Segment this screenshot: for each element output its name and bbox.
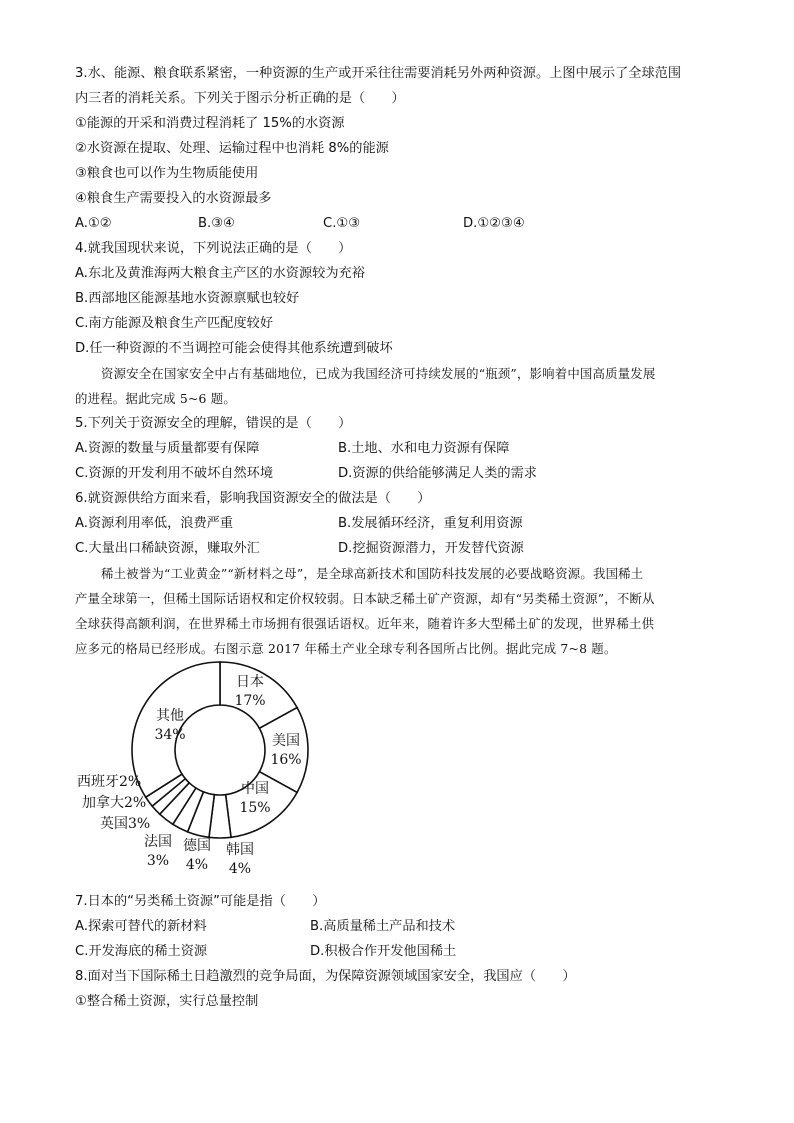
q4-stem: 4.就我国现状来说，下列说法正确的是（ ） [75, 241, 352, 256]
slice-label-4: 韩国 4% [226, 842, 254, 877]
slice-label-2: 美国 16% [270, 733, 302, 768]
passage2-line3: 全球获得高额利润，在世界稀土市场拥有很强话语权。近年来，随着许多大型稀土矿的发现，世界稀土供 [75, 616, 655, 631]
slice-label-3: 中国 15% [239, 781, 271, 816]
q3-option-d: D.①②③④ [463, 216, 525, 231]
q8-statement-1: ①整合稀土资源，实行总量控制 [75, 994, 259, 1009]
slice-label-1: 日本 17% [234, 674, 266, 709]
passage1-line1: 资源安全在国家安全中占有基础地位，已成为我国经济可持续发展的“瓶颈”，影响着中国高质量发展 [101, 366, 656, 381]
slice-label-7: 英国3% [100, 816, 151, 832]
q7-option-c: C.开发海底的稀土资源 [75, 944, 208, 959]
q4-option-b: B.西部地区能源基地水资源禀赋也较好 [75, 291, 300, 306]
q3-statement-3: ③粮食也可以作为生物质能使用 [75, 166, 259, 181]
q6-option-c: C.大量出口稀缺资源，赚取外汇 [75, 541, 260, 556]
passage1-line2: 的进程。据此完成 5~6 题。 [75, 391, 236, 406]
q3-option-c: C.①③ [323, 216, 361, 231]
q6-stem: 6.就资源供给方面来看，影响我国资源安全的做法是（ ） [75, 491, 431, 506]
q3-statement-4: ④粮食生产需要投入的水资源最多 [75, 191, 272, 206]
q3-option-a: A.①② [75, 216, 112, 231]
q3-stem-line1: 3.水、能源、粮食联系紧密，一种资源的生产或开采往往需要消耗另外两种资源。上图中展示了全球范围 [75, 66, 682, 81]
slice-label-10: 其他 34% [154, 708, 186, 743]
q5-option-d: D.资源的供给能够满足人类的需求 [338, 466, 537, 481]
q3-statement-1: ①能源的开采和消费过程消耗了 15%的水资源 [75, 116, 345, 131]
q7-option-a: A.探索可替代的新材料 [75, 919, 207, 934]
slice-label-9: 西班牙2% [77, 774, 142, 790]
q4-option-d: D.任一种资源的不当调控可能会使得其他系统遭到破坏 [75, 341, 393, 356]
chart-slices [132, 662, 308, 838]
q5-stem: 5.下列关于资源安全的理解，错误的是（ ） [75, 416, 352, 431]
q4-option-a: A.东北及黄淮海两大粮食主产区的水资源较为充裕 [75, 266, 365, 281]
q8-stem: 8.面对当下国际稀土日趋激烈的竞争局面，为保障资源领域国家安全，我国应（ ） [75, 969, 576, 984]
slice-label-6: 法国 3% [144, 834, 172, 869]
passage2-line1: 稀土被誉为“工业黄金”“新材料之母”，是全球高新技术和国防科技发展的必要战略资源。我国稀土 [101, 566, 644, 581]
passage2-line4: 应多元的格局已经形成。右图示意 2017 年稀土产业全球专利各国所占比例。据此完成 7~8 题。 [75, 641, 617, 656]
q4-option-c: C.南方能源及粮食生产匹配度较好 [75, 316, 274, 331]
q5-option-b: B.土地、水和电力资源有保障 [338, 441, 510, 456]
passage2-line2: 产量全球第一，但稀土国际话语权和定价权较弱。日本缺乏稀土矿产资源，却有“另类稀土资源”，不断从 [75, 591, 655, 606]
q6-option-a: A.资源利用率低，浪费严重 [75, 516, 234, 531]
q3-statement-2: ②水资源在提取、处理、运输过程中也消耗 8%的能源 [75, 141, 389, 156]
q6-option-d: D.挖掘资源潜力，开发替代资源 [338, 541, 524, 556]
q7-stem: 7.日本的“另类稀土资源”可能是指（ ） [75, 894, 326, 909]
q3-stem-line2: 内三者的消耗关系。下列关于图示分析正确的是（ ） [75, 91, 405, 106]
slice-label-8: 加拿大2% [82, 795, 147, 811]
q5-option-a: A.资源的数量与质量都要有保障 [75, 441, 260, 456]
q7-option-d: D.积极合作开发他国稀土 [310, 944, 457, 959]
q5-option-c: C.资源的开发利用不破坏自然环境 [75, 466, 274, 481]
q6-option-b: B.发展循环经济，重复利用资源 [338, 516, 523, 531]
q7-option-b: B.高质量稀土产品和技术 [310, 919, 456, 934]
q3-option-b: B.③④ [198, 216, 235, 231]
patent-share-donut-chart [60, 660, 320, 885]
slice-label-5: 德国 4% [183, 838, 211, 873]
